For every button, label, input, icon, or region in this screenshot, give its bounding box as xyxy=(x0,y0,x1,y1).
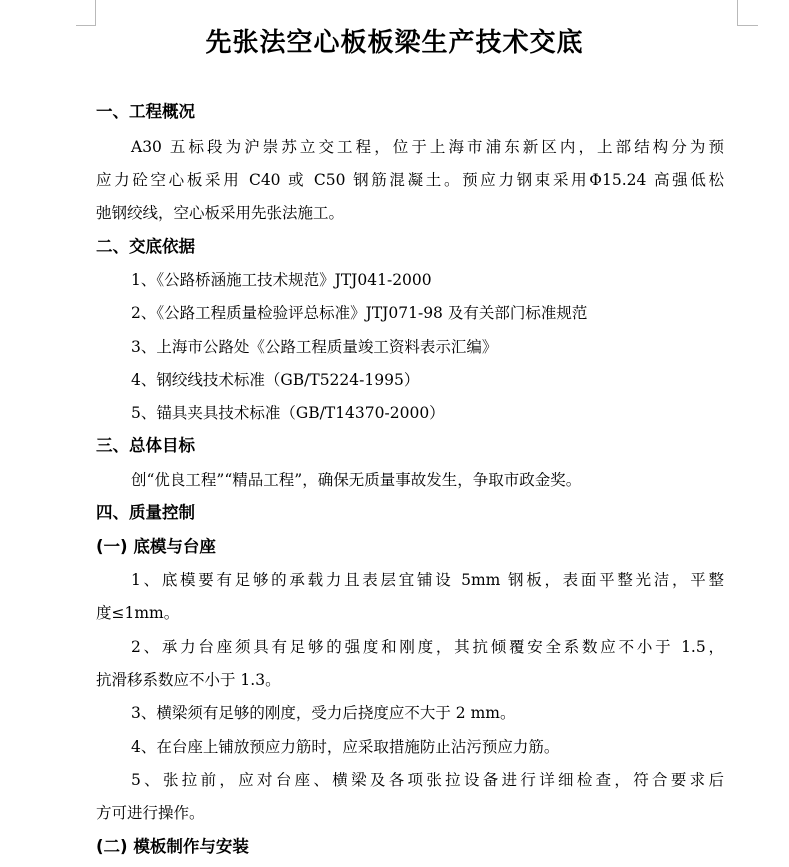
section-heading-basis: 二、交底依据 xyxy=(96,237,195,256)
paragraph-line: 3、横梁须有足够的刚度，受力后挠度应不大于 2 mm。 xyxy=(131,704,516,722)
paragraph-line: 创“优良工程”“精品工程”，确保无质量事故发生，争取市政金奖。 xyxy=(131,471,582,489)
section-heading-goal: 三、总体目标 xyxy=(96,436,195,455)
paragraph-line: 1、底模要有足够的承载力且表层宜铺设 5mm 钢板，表面平整光洁，平整 xyxy=(131,571,724,589)
section-heading-overview: 一、工程概况 xyxy=(96,102,195,121)
paragraph-line: 弛钢绞线，空心板采用先张法施工。 xyxy=(96,204,345,222)
list-item: 5、锚具夹具技术标准（GB/T14370-2000） xyxy=(131,404,445,422)
paragraph-line: 5、张拉前，应对台座、横梁及各项张拉设备进行详细检查，符合要求后 xyxy=(131,771,724,789)
paragraph-line: 2、承力台座须具有足够的强度和刚度，其抗倾覆安全系数应不小于 1.5， xyxy=(131,638,724,656)
paragraph-line: 方可进行操作。 xyxy=(96,804,205,822)
paragraph-line: 度≤1mm。 xyxy=(96,604,180,622)
list-item: 1、《公路桥涵施工技术规范》JTJ041-2000 xyxy=(131,271,432,289)
paragraph-line: 抗滑移系数应不小于 1.3。 xyxy=(96,671,281,689)
list-item: 3、上海市公路处《公路工程质量竣工资料表示汇编》 xyxy=(131,338,498,356)
paragraph-line: A30 五标段为沪崇苏立交工程，位于上海市浦东新区内，上部结构分为预 xyxy=(131,138,724,156)
subsection-heading-formwork-making: (二) 模板制作与安装 xyxy=(96,837,249,856)
paragraph-line: 应力砼空心板采用 C40 或 C50 钢筋混凝土。预应力钢束采用Φ15.24 高强低松 xyxy=(96,171,724,189)
document-title: 先张法空心板板梁生产技术交底 xyxy=(205,28,584,58)
section-heading-quality: 四、质量控制 xyxy=(96,503,195,522)
list-item: 2、《公路工程质量检验评总标准》JTJ071-98 及有关部门标准规范 xyxy=(131,304,588,322)
subsection-heading-formwork-base: (一) 底模与台座 xyxy=(96,537,216,556)
paragraph-line: 4、在台座上铺放预应力筋时，应采取措施防止沾污预应力筋。 xyxy=(131,738,560,756)
list-item: 4、钢绞线技术标准（GB/T5224-1995） xyxy=(131,371,420,389)
